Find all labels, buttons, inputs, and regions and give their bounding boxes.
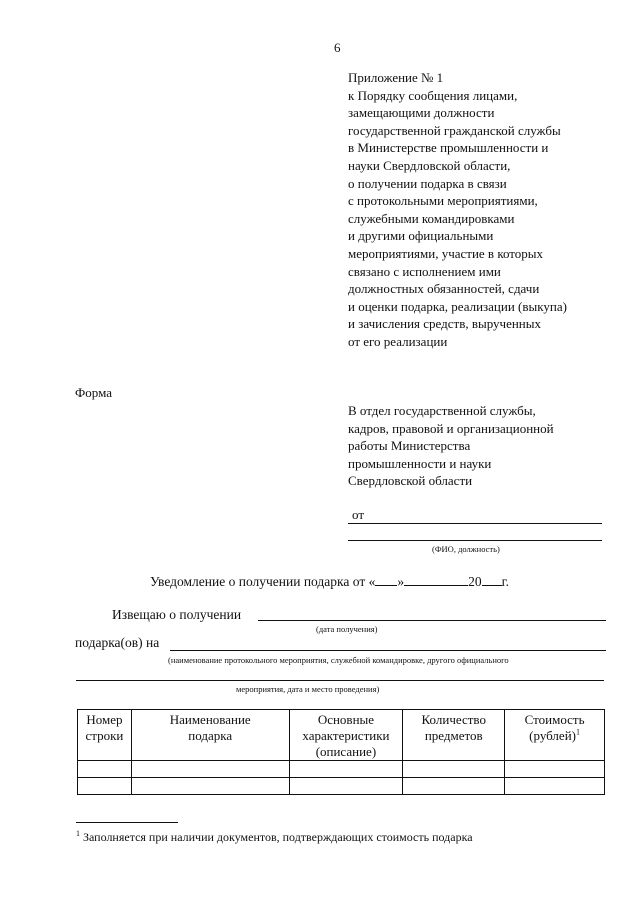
appendix-line: с протокольными мероприятиями, [348,193,538,209]
table-row [78,778,605,795]
table-header-row [78,710,605,761]
form-label: Форма [75,385,112,400]
gift-label: подарка(ов) на [75,635,160,650]
appendix-line: Приложение № 1 [348,70,444,85]
appendix-line: связано с исполнением ими [348,263,501,279]
appendix-line: и оценки подарка, реализации (выкупа) [348,298,567,314]
addressee-line: кадров, правовой и организационной [348,420,554,436]
footnote-ref: 1 [575,727,580,737]
appendix-line: должностных обязанностей, сдачи [348,281,540,297]
appendix-heading [348,69,618,351]
appendix-line: служебными командировками [348,210,515,226]
header-characteristics: Основные характеристики (описание) [289,710,403,761]
addressee-line: работы Министерства [348,438,471,454]
event-hint-1: (наименование протокольного мероприятия, служебной командировке, другого официального [168,655,509,665]
year-field[interactable] [482,572,502,586]
appendix-line: о получении подарка в связи [348,175,507,191]
table-cell[interactable] [505,761,605,778]
page-number: 6 [334,40,341,55]
table-cell[interactable] [78,761,132,778]
appendix-line: государственной гражданской службы [348,122,561,138]
footnote-marker: 1 [76,829,80,838]
gifts-table [77,709,605,795]
appendix-line: и другими официальными [348,228,494,244]
event-hint-2: мероприятия, дата и место проведения) [236,684,380,694]
table-cell[interactable] [131,761,289,778]
header-cost: Стоимость (рублей)$^1$ [505,710,605,761]
appendix-line: мероприятиями, участие в которых [348,245,544,261]
table-cell[interactable] [505,778,605,795]
addressee-line: промышленности и науки [348,455,492,471]
footnote-text: Заполняется при наличии документов, подтверждающих стоимость подарка [83,830,473,844]
appendix-line: от его реализации [348,333,448,349]
event-name-field[interactable] [170,650,606,651]
addressee-line: В отдел государственной службы, [348,403,536,418]
from-label: от [352,507,365,522]
month-field[interactable] [404,572,468,586]
appendix-line: науки Свердловской области, [348,157,511,173]
from-field[interactable] [348,507,602,524]
table-cell[interactable] [289,761,403,778]
table-cell[interactable] [78,778,132,795]
inform-label: Извещаю о получении [112,607,242,622]
appendix-line: в Министерстве промышленности и [348,140,549,156]
table-cell[interactable] [403,778,505,795]
receipt-date-field[interactable] [258,620,606,621]
title-year-prefix: 20 [468,574,482,589]
title-mid: » [397,574,405,589]
appendix-line: к Порядку сообщения лицами, [348,87,518,103]
header-gift-name: Наименование подарка [131,710,289,761]
footnote [76,830,473,845]
appendix-line: и зачисления средств, вырученных [348,316,541,332]
footnote-divider [76,822,178,823]
notice-title [150,572,509,590]
fio-position-field[interactable] [348,540,602,541]
addressee-line: Свердловской области [348,473,473,489]
header-quantity: Количество предметов [403,710,505,761]
table-cell[interactable] [131,778,289,795]
date-hint: (дата получения) [316,624,378,634]
table-row [78,761,605,778]
appendix-line: замещающими должности [348,105,495,121]
addressee-block [348,402,618,490]
title-prefix: Уведомление о получении подарка от « [150,574,376,589]
table-cell[interactable] [403,761,505,778]
title-suffix: г. [501,574,509,589]
day-field[interactable] [375,572,397,586]
fio-hint: (ФИО, должность) [432,544,500,554]
header-row-number: Номер строки [78,710,132,761]
table-cell[interactable] [289,778,403,795]
event-details-field[interactable] [76,680,604,681]
